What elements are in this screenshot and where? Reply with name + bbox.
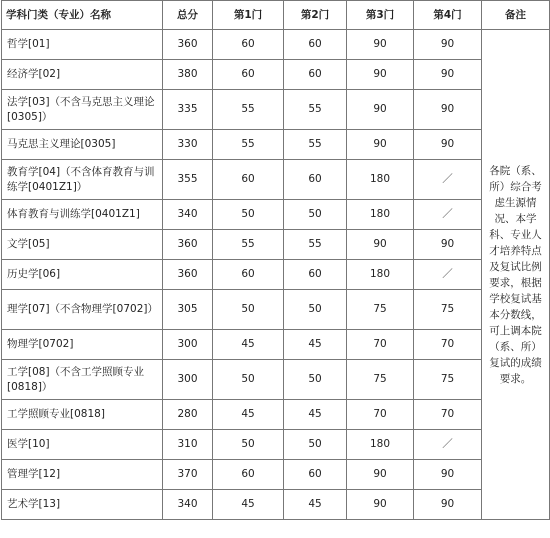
course-4-cell: 90 [414, 490, 482, 520]
course-2-cell: 50 [284, 200, 347, 230]
course-1-cell: 50 [213, 290, 284, 330]
course-4-cell: 75 [414, 360, 482, 400]
course-2-cell: 50 [284, 430, 347, 460]
course-2-cell: 60 [284, 260, 347, 290]
total-cell: 360 [163, 230, 213, 260]
header-remarks: 备注 [482, 1, 550, 30]
course-4-cell: 90 [414, 230, 482, 260]
subject-cell: 文学[05] [2, 230, 163, 260]
remarks-cell: 各院（系、所）综合考虑生源情况、本学科、专业人才培养特点及复试比例要求，根据学校复试基本分数线，可上调本院（系、所）复试的成绩要求。 [482, 30, 550, 520]
total-cell: 300 [163, 330, 213, 360]
table-row [2, 430, 550, 460]
total-cell: 370 [163, 460, 213, 490]
header-subject: 学科门类（专业）名称 [2, 1, 163, 30]
total-cell: 340 [163, 200, 213, 230]
total-cell: 360 [163, 30, 213, 60]
total-cell: 300 [163, 360, 213, 400]
course-3-cell: 180 [347, 160, 414, 200]
course-1-cell: 60 [213, 60, 284, 90]
total-cell: 380 [163, 60, 213, 90]
course-3-cell: 180 [347, 430, 414, 460]
subject-cell: 管理学[12] [2, 460, 163, 490]
total-cell: 360 [163, 260, 213, 290]
table-row [2, 60, 550, 90]
course-4-cell: 90 [414, 30, 482, 60]
course-4-cell: 70 [414, 330, 482, 360]
table-row [2, 290, 550, 330]
course-1-cell: 50 [213, 430, 284, 460]
table-row [2, 260, 550, 290]
course-4-cell: 90 [414, 460, 482, 490]
course-4-cell: 75 [414, 290, 482, 330]
course-1-cell: 55 [213, 90, 284, 130]
course-4-cell: 90 [414, 60, 482, 90]
course-1-cell: 55 [213, 230, 284, 260]
table-row [2, 460, 550, 490]
course-4-cell: 90 [414, 130, 482, 160]
course-1-cell: 60 [213, 460, 284, 490]
subject-cell: 法学[03]（不含马克思主义理论[0305]） [2, 90, 163, 130]
header-row [2, 1, 550, 30]
course-3-cell: 90 [347, 130, 414, 160]
subject-cell: 历史学[06] [2, 260, 163, 290]
subject-cell: 医学[10] [2, 430, 163, 460]
header-total: 总分 [163, 1, 213, 30]
table-row [2, 400, 550, 430]
course-1-cell: 55 [213, 130, 284, 160]
course-3-cell: 90 [347, 490, 414, 520]
table-row [2, 30, 550, 60]
table-row [2, 330, 550, 360]
subject-cell: 教育学[04]（不含体育教育与训练学[0401Z1]） [2, 160, 163, 200]
course-1-cell: 60 [213, 160, 284, 200]
course-3-cell: 90 [347, 90, 414, 130]
table-row [2, 230, 550, 260]
course-4-cell: ／ [414, 160, 482, 200]
course-3-cell: 90 [347, 30, 414, 60]
course-4-cell: 90 [414, 90, 482, 130]
course-4-cell: 70 [414, 400, 482, 430]
course-4-cell: ／ [414, 200, 482, 230]
subject-cell: 理学[07]（不含物理学[0702]） [2, 290, 163, 330]
table-row [2, 90, 550, 130]
subject-cell: 工学照顾专业[0818] [2, 400, 163, 430]
subject-cell: 工学[08]（不含工学照顾专业[0818]） [2, 360, 163, 400]
course-2-cell: 55 [284, 130, 347, 160]
header-course-2: 第2门 [284, 1, 347, 30]
total-cell: 335 [163, 90, 213, 130]
course-2-cell: 60 [284, 60, 347, 90]
header-course-3: 第3门 [347, 1, 414, 30]
course-1-cell: 50 [213, 360, 284, 400]
course-2-cell: 50 [284, 360, 347, 400]
total-cell: 310 [163, 430, 213, 460]
course-2-cell: 60 [284, 30, 347, 60]
course-3-cell: 180 [347, 260, 414, 290]
subject-cell: 经济学[02] [2, 60, 163, 90]
subject-cell: 哲学[01] [2, 30, 163, 60]
course-2-cell: 45 [284, 330, 347, 360]
course-2-cell: 55 [284, 90, 347, 130]
course-3-cell: 180 [347, 200, 414, 230]
course-3-cell: 75 [347, 290, 414, 330]
table-row [2, 160, 550, 200]
course-2-cell: 45 [284, 490, 347, 520]
course-2-cell: 45 [284, 400, 347, 430]
subject-cell: 体育教育与训练学[0401Z1] [2, 200, 163, 230]
table-row [2, 200, 550, 230]
course-2-cell: 60 [284, 160, 347, 200]
total-cell: 280 [163, 400, 213, 430]
table-row [2, 360, 550, 400]
course-1-cell: 45 [213, 330, 284, 360]
total-cell: 305 [163, 290, 213, 330]
table-row [2, 130, 550, 160]
course-2-cell: 60 [284, 460, 347, 490]
course-3-cell: 90 [347, 460, 414, 490]
course-3-cell: 70 [347, 330, 414, 360]
course-1-cell: 50 [213, 200, 284, 230]
subject-cell: 艺术学[13] [2, 490, 163, 520]
course-4-cell: ／ [414, 260, 482, 290]
course-1-cell: 60 [213, 30, 284, 60]
course-3-cell: 70 [347, 400, 414, 430]
table-row [2, 490, 550, 520]
course-3-cell: 90 [347, 230, 414, 260]
course-1-cell: 45 [213, 490, 284, 520]
header-course-1: 第1门 [213, 1, 284, 30]
total-cell: 330 [163, 130, 213, 160]
course-1-cell: 45 [213, 400, 284, 430]
course-3-cell: 75 [347, 360, 414, 400]
score-table [1, 0, 550, 520]
subject-cell: 马克思主义理论[0305] [2, 130, 163, 160]
course-2-cell: 50 [284, 290, 347, 330]
subject-cell: 物理学[0702] [2, 330, 163, 360]
total-cell: 355 [163, 160, 213, 200]
course-4-cell: ／ [414, 430, 482, 460]
course-1-cell: 60 [213, 260, 284, 290]
header-course-4: 第4门 [414, 1, 482, 30]
course-3-cell: 90 [347, 60, 414, 90]
course-2-cell: 55 [284, 230, 347, 260]
total-cell: 340 [163, 490, 213, 520]
